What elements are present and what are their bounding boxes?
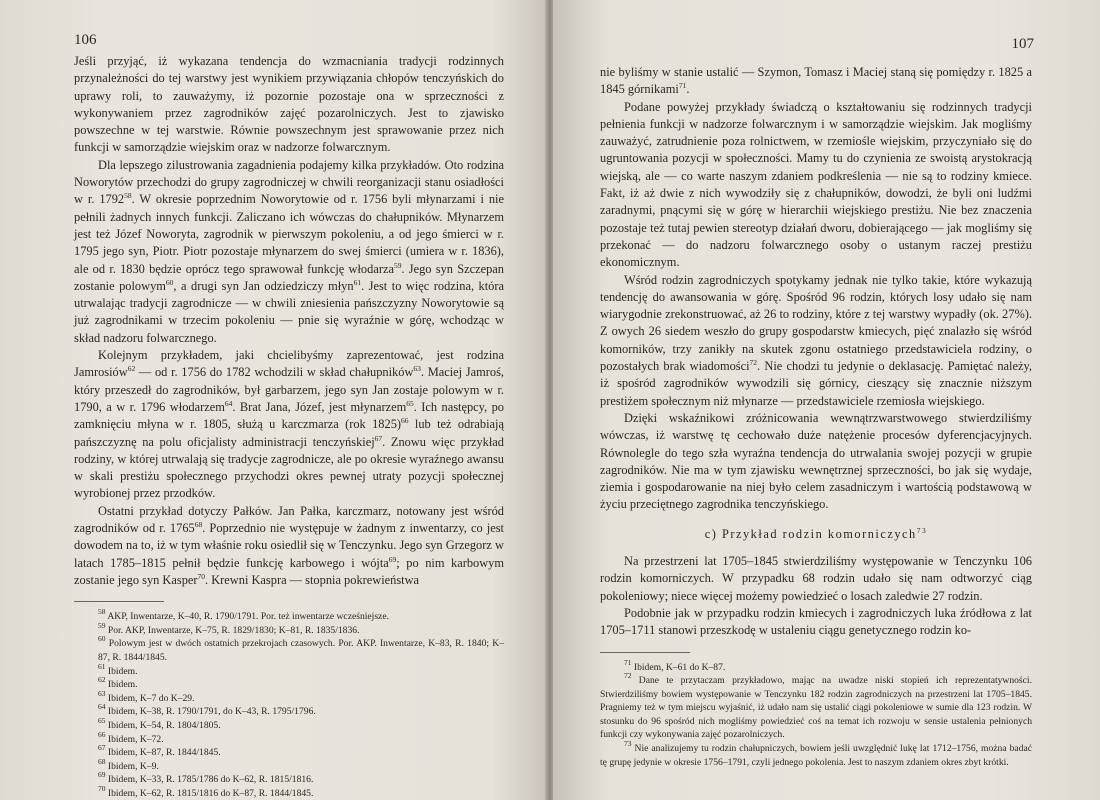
footnote-number: 60: [98, 634, 106, 644]
footnote: [74, 729, 504, 747]
paragraph: [600, 272, 1032, 410]
footnote-ref: 60: [165, 277, 174, 287]
paragraph: [600, 553, 1032, 605]
left-page: [0, 0, 547, 800]
footnote: [74, 756, 504, 774]
footnote-ref: 64: [224, 398, 233, 408]
text-run: Na przestrzeni lat 1705–1845 stwierdziliśmy występowanie w Tenczynku 106 rodzin komorniczych. W przypadku 68 rodzin udało się nam odtworzyć ciąg pokoleniowy; niece więcej możemy powiedzieć o losach zaledwie 27 rodzin.: [600, 554, 1032, 603]
right-page: [553, 0, 1100, 800]
paragraph: [74, 157, 504, 347]
left-footnotes: [74, 607, 504, 800]
text-run: lub też odrabiają pańszczyznę na polu oficjalisty administracji tenczyńskiej: [74, 417, 504, 449]
footnote-number: 64: [98, 702, 106, 712]
text-run: . Krewni Kaspra — stopnia pokrewieństwa: [205, 572, 420, 587]
footnote-ref: 62: [127, 364, 136, 374]
footnote-ref: 66: [401, 416, 409, 426]
paragraph: [600, 605, 1032, 640]
page-number: 106: [74, 32, 97, 48]
footnote-text: Polowym jest w dwóch ostatnich przekrojach czasowych. Por. AKP. Inwentarze, K–83, R. 1840; K–87, R. 1844/1845.: [98, 638, 504, 663]
footnote-text: Ibidem, K–54, R. 1804/1805.: [105, 719, 221, 731]
text-run: Podane powyżej przykłady świadczą o kształtowaniu się rodzinnych tradycji pełnienia funkcji w nadzorze folwarcznym i w samorządzie wiejskim. Jak mogliśmy zauważyć, zatrudnienie poza rolnictwem, w rzemiośle wiejskim, przyczyniało się do ugruntowania pozycji w społeczności. Mamy tu do czynienia ze swoistą arystokracją wiejską, ale — co warte naszym zdaniem podkreślenia — nie są to rodziny kmiece. Fakt, iż aż dwie z nich wywodziły się z chałupników, dowodzi, że byli oni ludźmi zaradnymi, pnącymi się w górę w hierarchii wiejskiego prestiżu. Nie bez znaczenia pozostaje też tutaj pewien stereotyp działań dworu, dobierającego — jak mogliśmy się przekonać — do nadzoru folwarcznego osoby o ustanym raczej prestiżu ekonomicznym.: [600, 99, 1032, 270]
footnote: [74, 770, 504, 787]
footnote-ref: 63: [413, 364, 421, 374]
right-body-after: [600, 553, 1032, 639]
text-run: , a drugi syn Jan odziedziczy młyn: [173, 278, 354, 293]
footnote: [74, 702, 504, 719]
footnote-ref: 61: [353, 277, 362, 287]
text-run: Wśród rodzin zagrodniczych spotykamy jednak nie tylko takie, które wykazują tendencję do awansowania w górę. Spośród 96 rodzin, których losy udało się nam wiarygodnie zrekonstruować, aż 26 to rodziny, które z tej warstwy wypadły (ok. 27%). Z owych 26 siedem weszło do grupy gospodarstw kmiecych, pięć znalazło się wśród komorników, trzy zanikły na skutek zgonu ostatniego przedstawiciela rodziny, o pozostałych brak wiadomości: [600, 272, 1032, 374]
text-run: Kolejnym przykładem, jaki chcielibyśmy zaprezentować, jest rodzina Jamrosiów: [74, 348, 504, 380]
left-page-text: [74, 53, 504, 800]
text-run: . Nie chodzi tu jedynie o deklasację. Pamiętać należy, iż spośród zagrodników wywodzili się górnicy, cieszący się znacznie niższym prestiżem społecznym niż młynarze — przedstawiciele rzemiosła wiejskiego.: [600, 359, 1032, 408]
right-body: [600, 64, 1032, 514]
footnote-text: Ibidem.: [105, 665, 138, 677]
footnote-number: 66: [98, 729, 106, 739]
section-heading-text: c) Przykład rodzin komorniczych: [704, 526, 917, 541]
footnote-rule: [74, 601, 164, 602]
footnote-ref: 70: [197, 571, 206, 581]
footnote-number: 58: [98, 607, 106, 617]
footnote-text: AKP, Inwentarze, K–40, R. 1790/1791. Por. też inwentarze wcześniejsze.: [105, 611, 389, 623]
paragraph: [74, 503, 504, 589]
text-run: Jeśli przyjąć, iż wykazana tendencja do wzmacniania tradycji rodzinnych przynależności do tej warstwy jest wynikiem przywiązania chłopów tenczyńskich do uprawy roli, to zauważymy, iż pozornie pozostaje ona w sprzeczności z wykonywaniem przez zagrodników zajęć pozarolniczych. Jest to zjawisko powszechne w tej warstwie. Równie powszechnym jest sprawowanie przez nich funkcji w samorządzie wiejskim oraz w nadzorze folwarcznym.: [74, 54, 504, 155]
footnote-text: Ibidem, K–62, R. 1815/1816 do K–87, R. 1844/1845.: [105, 787, 314, 799]
footnote-number: 72: [624, 671, 632, 681]
footnote: [74, 607, 504, 624]
footnote-text: Ibidem, K–72.: [105, 733, 164, 745]
footnote-ref: 72: [749, 358, 758, 368]
footnote: [600, 657, 1032, 675]
footnote-ref: 71: [678, 81, 687, 91]
footnote: [600, 739, 1032, 769]
text-run: . Maciej Jamroś, który przeszedł do zagrodników, był garbarzem, jego syn Jan zostaje polowym w r. 1790, a w r. 1796 włodarzem: [74, 365, 504, 414]
footnote: [74, 688, 504, 706]
footnote-ref: 59: [393, 260, 402, 270]
left-body: [74, 53, 504, 589]
footnote-text: Por. AKP, Inwentarze, K–75, R. 1829/1830; K–81, R. 1835/1836.: [105, 624, 360, 636]
text-run: Ostatni przykład dotyczy Pałków. Jan Pałka, karczmarz, notowany jest wśród zagrodników od r. 1765: [74, 503, 504, 536]
footnote-ref: 73: [916, 525, 928, 535]
footnote-ref: 68: [194, 520, 203, 530]
footnote-text: Dane te przytaczam przykładowo, mając na uwadze niski stopień ich reprezentatywności. Stwierdziliśmy bowiem występowanie w Tenczynku 182 rodzin zagrodniczych na przestrzeni lat 1705–1845. Pragniemy też w tym miejscu wyjaśnić, iż udało nam się ustalić ciągi pokoleniowe w sumie dla 123 rodzin. W stosunku do 96 spośród nich mogliśmy powiedzieć coś na temat ich rozwoju w sensie ustalenia pełnionych funkcji czy wykonywania zajęć pozarolniczych.: [600, 675, 1032, 741]
footnote: [74, 634, 504, 664]
footnote-number: 65: [98, 715, 106, 725]
footnote-number: 70: [98, 783, 106, 793]
footnote-text: Ibidem, K–87, R. 1844/1845.: [105, 747, 221, 759]
text-run: . Poprzednio nie występuje w żadnym z inwentarzy, co jest dowodem na to, iż w tym właśnie roku osiedlił się w Tenczynku. Jego syn Grzegorz w latach 1785–1815 pełnił będzie funkcję karbowego i wójta: [74, 521, 504, 570]
text-run: ; po nim karbowym zostanie jego syn Kasper: [74, 555, 504, 587]
text-run: . Ich następcy, po zamknięciu młyna w r. 1805, służą u karczmarza (rok 1825): [74, 399, 504, 432]
footnote-number: 69: [98, 770, 106, 780]
footnote: [74, 661, 504, 679]
footnote: [74, 620, 504, 638]
paragraph: [600, 64, 1032, 99]
footnote: [74, 743, 504, 760]
paragraph: [74, 347, 504, 503]
footnote-ref: 67: [374, 433, 383, 443]
footnote-number: 73: [624, 739, 632, 749]
footnote-text: Ibidem, K–9.: [105, 760, 159, 772]
paragraph: [600, 99, 1032, 272]
text-run: Podobnie jak w przypadku rodzin kmiecych i zagrodniczych luka źródłowa z lat 1705–1711 stanowi przeszkodę w ustaleniu ciągu genetycznego rodzin ko-: [600, 605, 1032, 638]
footnote: [74, 783, 504, 800]
footnote-ref: 58: [124, 191, 132, 201]
text-run: . Jego syn Szczepan zostanie polowym: [74, 261, 504, 293]
footnote: [74, 675, 504, 692]
footnote-number: 67: [98, 743, 106, 753]
page-number: 107: [1011, 36, 1034, 52]
footnote-text: Ibidem, K–33, R. 1785/1786 do K–62, R. 1815/1816.: [105, 774, 314, 786]
footnote: [74, 715, 504, 733]
footnote-number: 71: [624, 657, 632, 667]
text-run: . Brat Jana, Józef, jest młynarzem: [232, 399, 407, 414]
text-run: . Znowu więc przykład rodziny, w której utrwalają się tradycje zagrodnicze, ale po okresie wyraźnego awansu w skali prestiżu społecznego przychodzi okres pewnej utraty pozycji społecznej wyrobionej przez przodków.: [74, 434, 504, 501]
footnote-number: 68: [98, 756, 106, 766]
footnote-ref: 65: [406, 398, 414, 408]
footnote-text: Ibidem, K–61 do K–87.: [631, 661, 726, 673]
text-run: . W okresie poprzednim Noworytowie od r. 1756 byli młynarzami i nie pełnili żadnych innych funkcji. Zaliczano ich wówczas do chałupników. Młynarzem jest też Józef Noworyta, zagrodnik w pierwszym pokoleniu, a od jego śmierci w r. 1795 jego syn, Piotr. Piotr pozostaje młynarzem do swej śmierci (umiera w r. 1836), ale od r. 1830 będzie oprócz tego sprawował funkcję włodarza: [74, 192, 504, 276]
text-run: .: [686, 82, 690, 97]
footnote-number: 61: [98, 661, 106, 671]
footnote-number: 62: [98, 675, 106, 685]
right-page-text: [600, 64, 1032, 769]
footnote-text: Ibidem.: [105, 679, 138, 691]
footnote-ref: 69: [388, 554, 397, 564]
paragraph: [74, 53, 504, 157]
text-run: nie byliśmy w stanie ustalić — Szymon, Tomasz i Maciej staną się pomiędzy r. 1825 a 1845 górnikami: [600, 65, 1032, 97]
footnote-number: 63: [98, 688, 106, 698]
footnote-text: Ibidem, K–7 do K–29.: [105, 692, 195, 704]
paragraph: [600, 410, 1032, 514]
footnote-rule: [600, 652, 690, 653]
footnote: [600, 671, 1032, 742]
section-heading: [600, 526, 1032, 543]
right-footnotes: [600, 657, 1032, 770]
footnote-text: Nie analizujemy tu rodzin chałupniczych, bowiem jeśli uwzględnić lukę lat 1712–1756, można badać tę grupę jedynie w okresie 1756–1791, czyli jednego pokolenia. Jest to naszym zdaniem okres zbyt krótki.: [600, 743, 1032, 768]
footnote-text: Ibidem, K–38, R. 1790/1791, do K–43, R. 1795/1796.: [105, 706, 316, 718]
text-run: Dzięki wskaźnikowi zróżnicowania wewnątrzwarstwowego stwierdziliśmy wówczas, iż warstwę tę cechowało duże natężenie procesów dyferencjacyjnych. Równolegle do tego szła wyraźna tendencja do utrwalania swojej pozycji w grupie zagrodników. Nie ma w tym zjawisku wewnętrznej sprzeczności, bo jak się wydaje, ziemia i gospodarowanie na niej było celem zasadniczym i wartością podstawową w życiu przeciętnego zagrodnika tenczyńskiego.: [600, 410, 1032, 512]
footnote-number: 59: [98, 620, 106, 630]
text-run: — od r. 1756 do 1782 wchodzili w skład chałupników: [135, 365, 414, 380]
text-run: . Jest to więc rodzina, która utrwalając tradycji zagrodnicze — w chwili zniesienia pańszczyzny Noworytowie są już zagrodnikami w trzecim pokoleniu — pnie się wyraźnie w górę, wchodząc w skład nadzoru folwarcznego.: [74, 278, 504, 345]
text-run: Dla lepszego zilustrowania zagadnienia podajemy kilka przykładów. Oto rodzina Noworytów przechodzi do grupy zagrodniczej w chwili reorganizacji stanu osiadłości w r. 1792: [74, 157, 504, 207]
